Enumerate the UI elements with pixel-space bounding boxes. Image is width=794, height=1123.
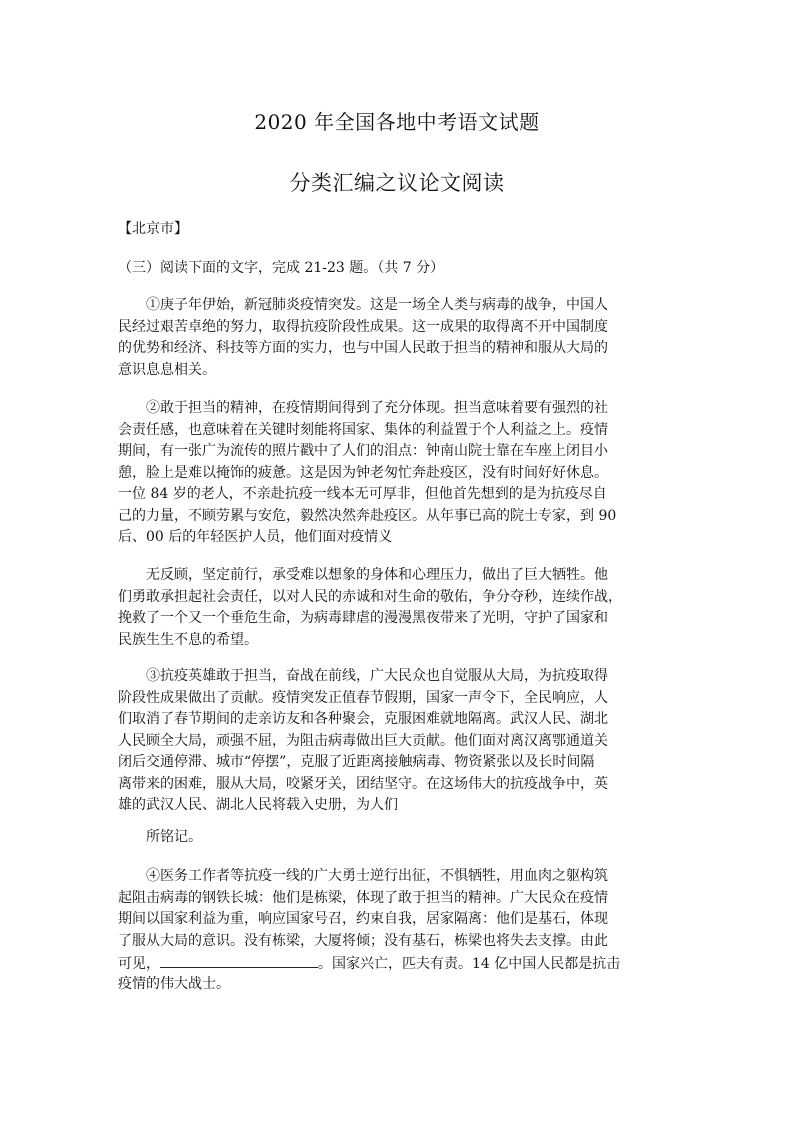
paragraph-line: 憩，脸上是难以掩饰的疲惫。这是因为钟老匆忙奔赴疫区，没有时间好好休息。 bbox=[118, 464, 608, 481]
paragraph-line: ③抗疫英雄敢于担当，奋战在前线，广大民众也自觉服从大局，为抗疫取得 bbox=[146, 668, 608, 684]
paragraph-line: 期间，有一张广为流传的照片戳中了人们的泪点：钟南山院士靠在车座上闭目小 bbox=[118, 443, 608, 459]
paragraph-line: 们勇敢承担起社会责任，以对人民的赤诚和对生命的敬佑，争分夺秒，连续作战， bbox=[118, 588, 622, 605]
paragraph-line: 了服从大局的意识。没有栋梁，大厦将倾；没有基石，栋梁也将失去支撑。由此 bbox=[118, 932, 608, 949]
paragraph-3 bbox=[118, 565, 678, 651]
paragraph-2 bbox=[118, 398, 678, 549]
paragraph-line: 疫情的伟大战士。 bbox=[118, 975, 230, 992]
blank-prefix-text: 可见， bbox=[118, 956, 160, 972]
paragraph-line: 意识息息相关。 bbox=[118, 361, 216, 378]
paragraph-line: 人民顾全大局，顽强不屈，为阻击病毒做出巨大贡献。他们面对离汉离鄂通道关 bbox=[118, 732, 608, 749]
paragraph-line: 离带来的困难，服从大局，咬紧牙关，团结坚守。在这场伟大的抗疫战争中，英 bbox=[118, 775, 608, 792]
blank-suffix-text: 。国家兴亡，匹夫有责。14 亿中国人民都是抗击 bbox=[318, 956, 621, 972]
paragraph-4 bbox=[118, 666, 678, 817]
paragraph-6 bbox=[118, 866, 678, 995]
document-subtitle: 分类汇编之议论文阅读 bbox=[289, 171, 505, 195]
paragraph-line: 所铭记。 bbox=[146, 829, 202, 845]
paragraph-5 bbox=[118, 827, 678, 849]
paragraph-line: 民族生生不息的希望。 bbox=[118, 631, 258, 648]
document-title: 2020 年全国各地中考语文试题 bbox=[254, 110, 540, 134]
paragraph-1 bbox=[118, 295, 678, 381]
paragraph-line: ④医务工作者等抗疫一线的广大勇士逆行出征，不惧牺牲，用血肉之躯构筑 bbox=[146, 868, 608, 884]
paragraph-line: 民经过艰苦卓绝的努力，取得抗疫阶段性成果。这一成果的取得离不开中国制度 bbox=[118, 318, 608, 335]
paragraph-line: 一位 84 岁的老人，不亲赴抗疫一线本无可厚非，但他首先想到的是为抗疫尽自 bbox=[118, 486, 607, 502]
paragraph-line: ①庚子年伊始，新冠肺炎疫情突发。这是一场全人类与病毒的战争，中国人 bbox=[146, 297, 608, 313]
answer-blank[interactable] bbox=[160, 952, 318, 968]
paragraph-line: 起阻击病毒的钢铁长城：他们是栋梁，体现了敢于担当的精神。广大民众在疫情 bbox=[118, 889, 608, 906]
paragraph-line: 们取消了春节期间的走亲访友和各种聚会，克服困难就地隔离。武汉人民、湖北 bbox=[118, 711, 608, 727]
paragraph-line: 会责任感，也意味着在关键时刻能将国家、集体的利益置于个人利益之上。疫情 bbox=[118, 421, 608, 438]
paragraph-line: 挽救了一个又一个垂危生命，为病毒肆虐的漫漫黑夜带来了光明，守护了国家和 bbox=[118, 610, 608, 626]
paragraph-line: 雄的武汉人民、湖北人民将载入史册，为人们 bbox=[118, 797, 398, 813]
paragraph-line: 的优势和经济、科技等方面的实力，也与中国人民敢于担当的精神和服从大局的 bbox=[118, 340, 608, 356]
paragraph-line: 期间以国家利益为重，响应国家号召，约束自我，居家隔离：他们是基石，体现 bbox=[118, 911, 608, 927]
paragraph-line: 己的力量，不顾劳累与安危，毅然决然奔赴疫区。从年事已高的院士专家，到 90 bbox=[118, 507, 617, 524]
paragraph-line: 后、00 后的年轻医护人员，他们面对疫情义 bbox=[118, 529, 393, 545]
paragraph-line: 闭后交通停滞、城市“停摆”，克服了近距离接触病毒、物资紧张以及长时间隔 bbox=[118, 754, 595, 770]
paragraph-line: 无反顾，坚定前行，承受难以想象的身体和心理压力，做出了巨大牺牲。他 bbox=[146, 567, 608, 583]
question-instruction: （三）阅读下面的文字，完成 21-23 题。（共 7 分） bbox=[118, 260, 445, 276]
paragraph-line: ②敢于担当的精神，在疫情期间得到了充分体现。担当意味着要有强烈的社 bbox=[146, 400, 608, 416]
region-heading: 【北京市】 bbox=[118, 221, 188, 237]
paragraph-line: 阶段性成果做出了贡献。疫情突发正值春节假期，国家一声令下，全民响应，人 bbox=[118, 689, 608, 706]
paragraph-line-with-blank bbox=[118, 952, 678, 974]
